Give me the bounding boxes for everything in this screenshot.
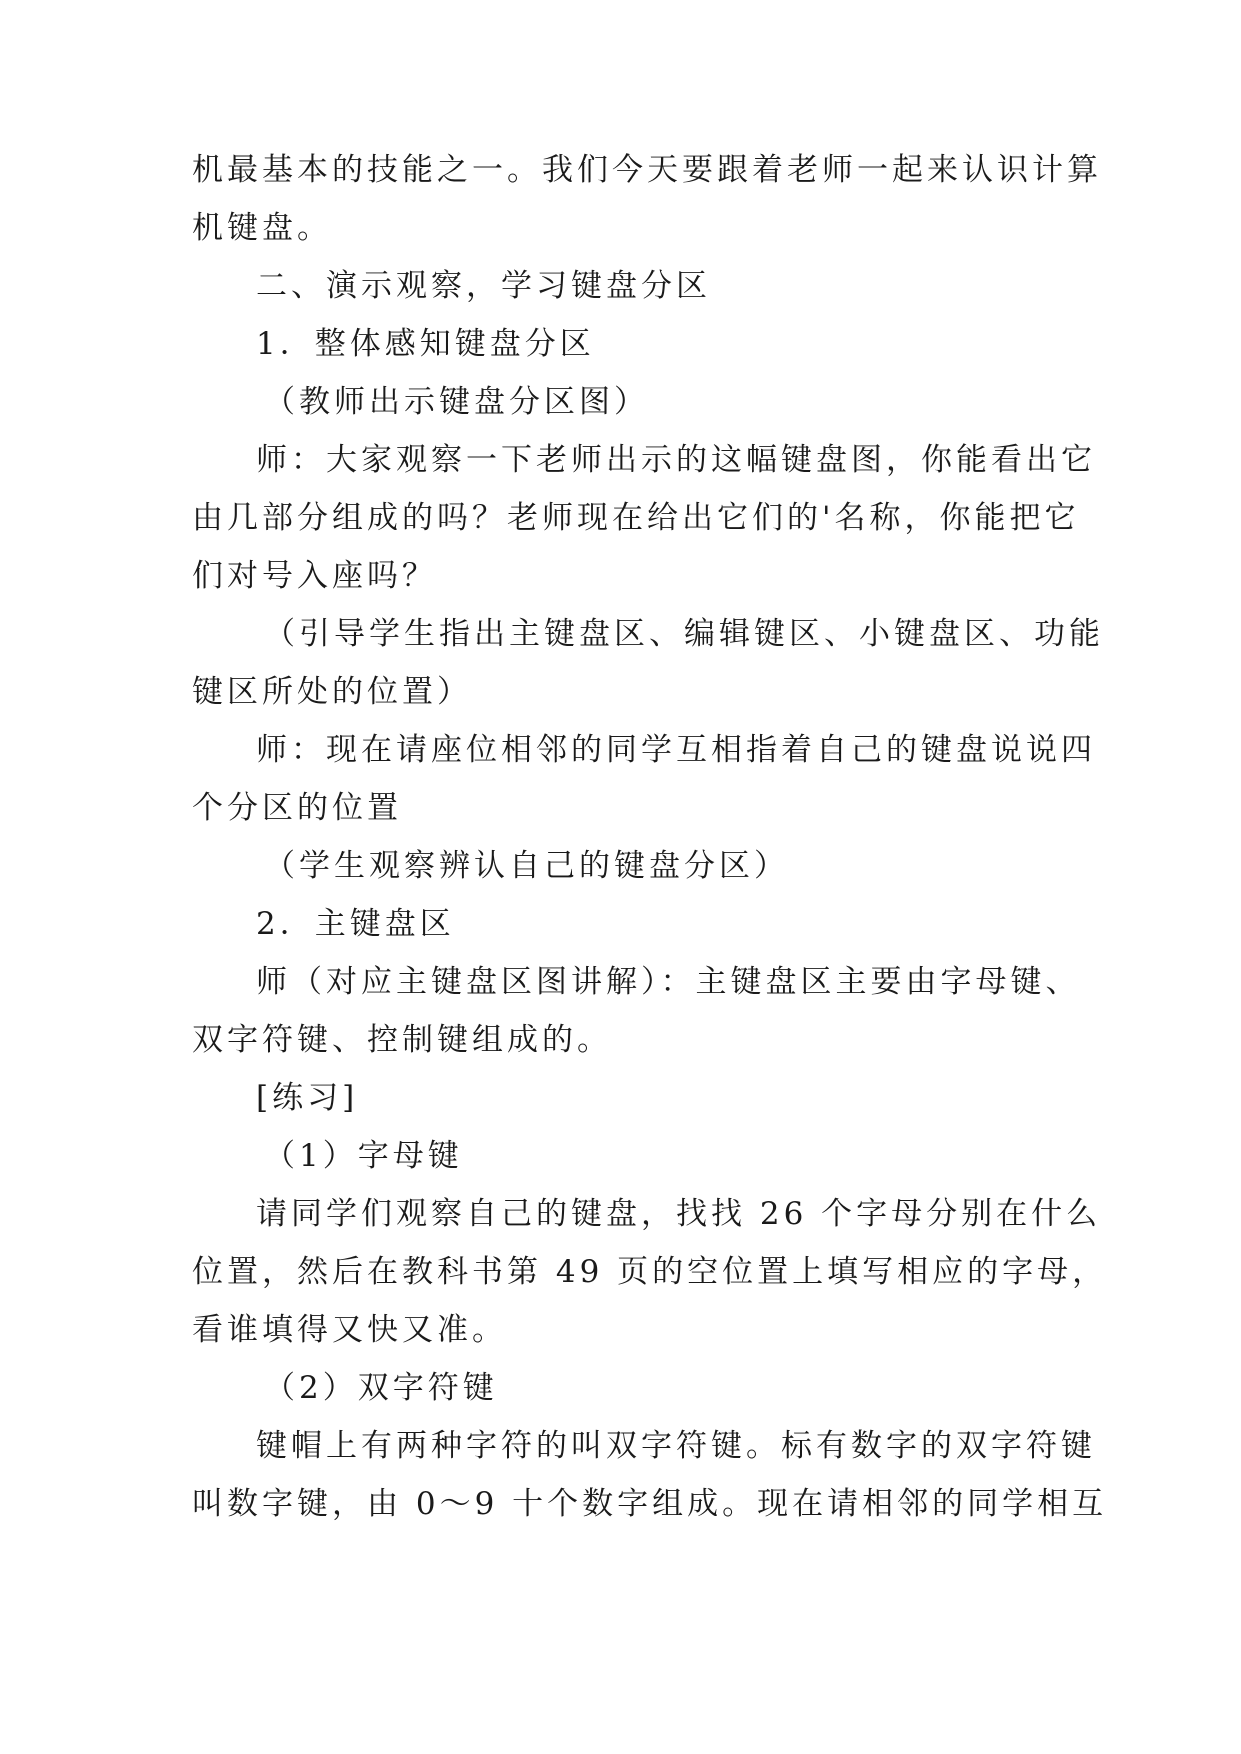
subsection-heading: 2．主键盘区 <box>256 906 455 942</box>
text-line: 机键盘。 <box>192 210 332 246</box>
text-line: 位置，然后在教科书第 49 页的空位置上填写相应的字母， <box>192 1254 1108 1290</box>
text-line: 请同学们观察自己的键盘，找找 26 个字母分别在什么 <box>256 1196 1102 1232</box>
section-heading: 二、演示观察，学习键盘分区 <box>256 268 711 304</box>
text-line: （教师出示键盘分区图） <box>264 384 649 420</box>
subsection-heading: 1．整体感知键盘分区 <box>256 326 595 362</box>
text-line: 键帽上有两种字符的叫双字符键。标有数字的双字符键 <box>256 1428 1096 1464</box>
text-line: 机最基本的技能之一。我们今天要跟着老师一起来认识计算 <box>192 152 1102 188</box>
text-line: （学生观察辨认自己的键盘分区） <box>264 848 789 884</box>
exercise-heading: [练习] <box>256 1080 359 1116</box>
text-line: （引导学生指出主键盘区、编辑键区、小键盘区、功能 <box>264 616 1104 652</box>
exercise-item-heading: （2）双字符键 <box>264 1370 498 1406</box>
exercise-item-heading: （1）字母键 <box>264 1138 463 1174</box>
text-line: 看谁填得又快又准。 <box>192 1312 507 1348</box>
text-line: 们对号入座吗？ <box>192 558 437 594</box>
text-line: 师（对应主键盘区图讲解）：主键盘区主要由字母键、 <box>256 964 1081 1000</box>
text-line: 叫数字键，由 0～9 十个数字组成。现在请相邻的同学相互 <box>192 1486 1108 1522</box>
text-line: 师：大家观察一下老师出示的这幅键盘图，你能看出它 <box>256 442 1096 478</box>
text-line: 双字符键、控制键组成的。 <box>192 1022 612 1058</box>
text-line: 由几部分组成的吗？老师现在给出它们的'名称，你能把它 <box>192 500 1080 536</box>
text-line: 个分区的位置 <box>192 790 402 826</box>
text-line: 键区所处的位置） <box>192 674 472 710</box>
text-line: 师：现在请座位相邻的同学互相指着自己的键盘说说四 <box>256 732 1096 768</box>
